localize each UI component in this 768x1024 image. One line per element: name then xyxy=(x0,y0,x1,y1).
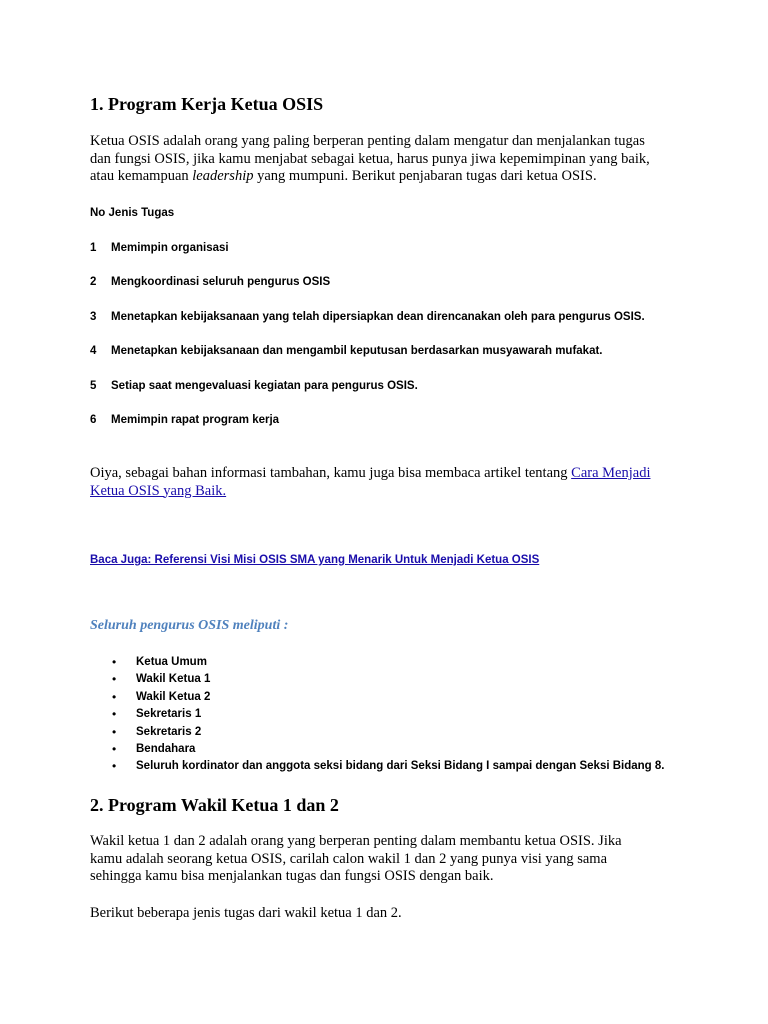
article-link-part2[interactable]: Ketua OSIS yang Baik. xyxy=(90,482,227,499)
task-text: Menetapkan kebijaksanaan yang telah dipersiapkan dean direncanakan oleh para pengurus OSIS. xyxy=(111,311,645,323)
list-item-label: Sekretaris 2 xyxy=(136,725,202,738)
bullet-icon: • xyxy=(112,707,117,722)
task-row xyxy=(90,413,279,427)
intro-line-1: Ketua OSIS adalah orang yang paling berperan penting dalam mengatur dan menjalankan tugas xyxy=(90,133,645,149)
bullet-icon: • xyxy=(112,724,117,739)
task-text: Memimpin rapat program kerja xyxy=(111,414,280,426)
task-row xyxy=(90,275,330,289)
list-item xyxy=(90,654,664,671)
section2-paragraph xyxy=(90,833,690,886)
intro-line-3a: atau kemampuan xyxy=(90,168,193,184)
section2-tasks-intro: Berikut beberapa jenis tugas dari wakil ketua 1 dan 2. xyxy=(90,905,402,921)
task-number: 5 xyxy=(90,380,97,392)
list-item-label: Ketua Umum xyxy=(136,656,207,668)
task-text: Mengkoordinasi seluruh pengurus OSIS xyxy=(111,276,331,288)
task-row xyxy=(90,310,645,324)
list-item xyxy=(90,671,664,688)
intro-line-3b: yang mumpuni. Berikut penjabaran tugas dari ketua OSIS. xyxy=(253,168,597,184)
task-row xyxy=(90,241,229,255)
list-item xyxy=(90,724,664,741)
task-row xyxy=(90,344,603,358)
task-row xyxy=(90,379,418,393)
members-list xyxy=(90,654,664,776)
list-item xyxy=(90,741,664,758)
baca-juga-link[interactable]: Baca Juga: Referensi Visi Misi OSIS SMA yang Menarik Untuk Menjadi Ketua OSIS xyxy=(90,554,540,566)
task-number: 3 xyxy=(90,311,97,323)
list-item-label: Sekretaris 1 xyxy=(136,708,202,721)
bullet-icon: • xyxy=(112,689,117,704)
list-item xyxy=(90,758,664,775)
task-number: 4 xyxy=(90,345,97,357)
bullet-icon: • xyxy=(112,672,117,687)
task-text: Memimpin organisasi xyxy=(111,242,229,254)
list-item-label: Wakil Ketua 2 xyxy=(136,690,211,703)
section2-line-2: kamu adalah seorang ketua OSIS, carilah calon wakil 1 dan 2 yang punya visi yang sama xyxy=(90,850,608,867)
list-item-label: Seluruh kordinator dan anggota seksi bidang dari Seksi Bidang I sampai dengan Seksi Bidang 8. xyxy=(136,760,665,773)
list-item-label: Wakil Ketua 1 xyxy=(136,673,211,686)
article-link-part1[interactable]: Cara Menjadi xyxy=(571,465,651,481)
additional-info-paragraph xyxy=(90,465,690,500)
task-table-header: No Jenis Tugas xyxy=(90,207,175,219)
bullet-icon: • xyxy=(112,655,117,669)
intro-leadership-emphasis: leadership xyxy=(192,168,254,184)
section1-intro xyxy=(90,133,690,186)
list-item xyxy=(90,706,664,723)
task-text: Menetapkan kebijaksanaan dan mengambil keputusan berdasarkan musyawarah mufakat. xyxy=(111,345,603,357)
bullet-icon: • xyxy=(112,742,117,757)
task-number: 6 xyxy=(90,414,97,426)
bullet-icon: • xyxy=(112,759,117,774)
section2-line-3: sehingga kamu bisa menjalankan tugas dan fungsi OSIS dengan baik. xyxy=(90,868,494,884)
section2-heading: 2. Program Wakil Ketua 1 dan 2 xyxy=(90,795,339,815)
list-item-label: Bendahara xyxy=(136,743,196,756)
list-item xyxy=(90,689,664,706)
members-heading: Seluruh pengurus OSIS meliputi : xyxy=(90,618,289,633)
task-number: 2 xyxy=(90,276,97,288)
intro-line-2: dan fungsi OSIS, jika kamu menjabat sebagai ketua, harus punya jiwa kepemimpinan yang baik, xyxy=(90,150,650,167)
task-text: Setiap saat mengevaluasi kegiatan para pengurus OSIS. xyxy=(111,380,418,392)
section2-line-1: Wakil ketua 1 dan 2 adalah orang yang berperan penting dalam membantu ketua OSIS. Jika xyxy=(90,833,622,849)
task-number: 1 xyxy=(90,242,97,254)
section1-heading: 1. Program Kerja Ketua OSIS xyxy=(90,94,324,114)
baca-juga xyxy=(90,553,539,567)
additional-info-text: Oiya, sebagai bahan informasi tambahan, kamu juga bisa membaca artikel tentang xyxy=(90,465,572,481)
